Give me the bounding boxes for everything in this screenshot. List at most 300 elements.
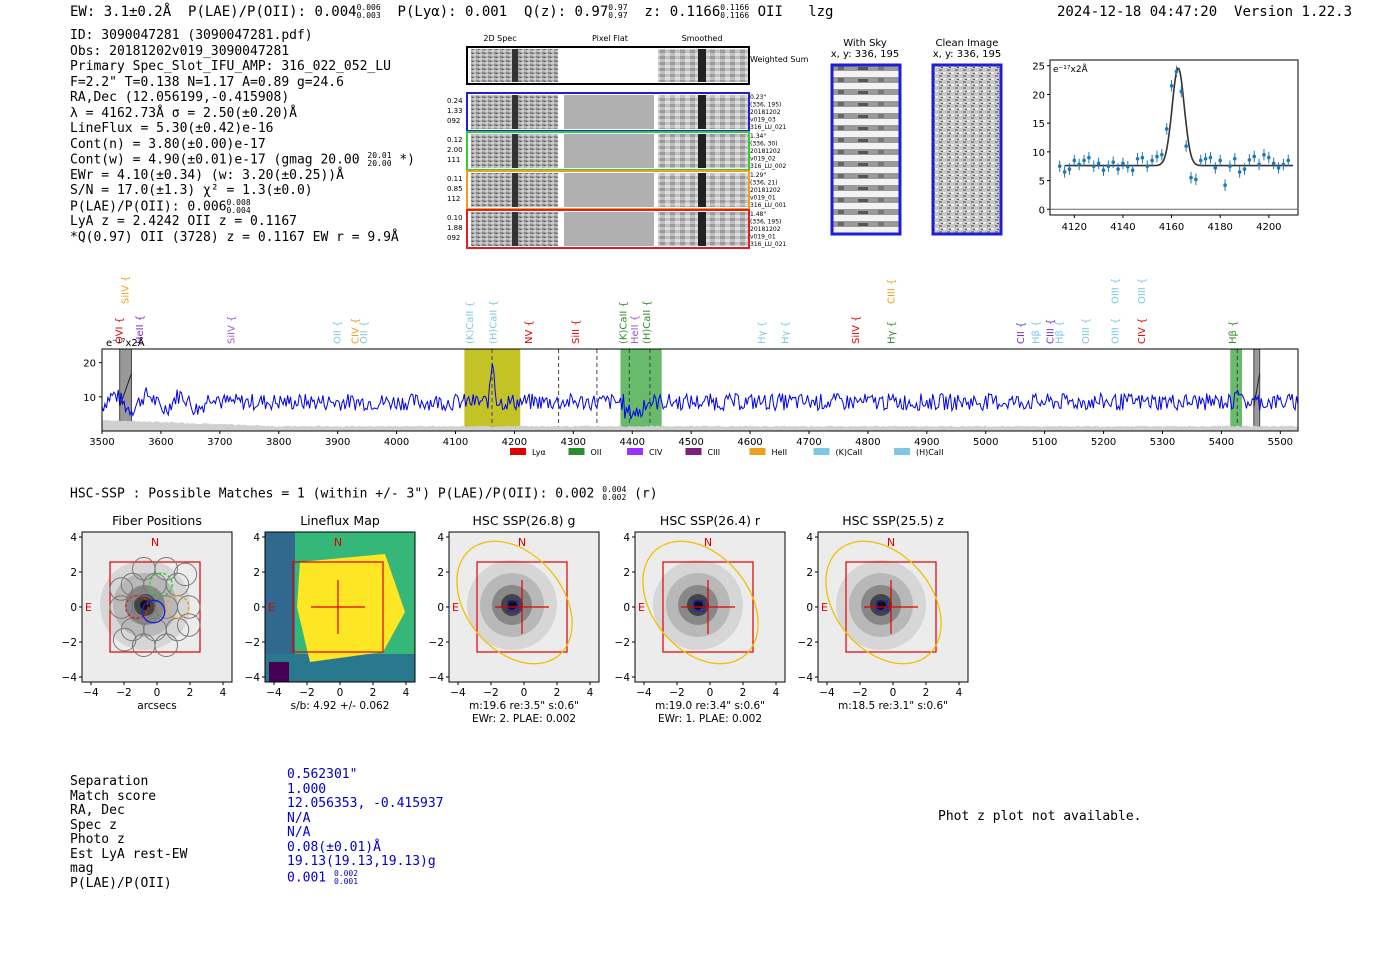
spec-ytick-label: 10 <box>83 392 96 404</box>
col-title-smoothed: Smoothed <box>681 34 723 43</box>
cutout-row-right-text: (336, 195) <box>750 101 782 109</box>
zoom-data-point <box>1155 155 1159 159</box>
cutout-row-line <box>512 134 518 168</box>
panel-xtick-label: −2 <box>299 687 315 699</box>
east-label: E <box>638 601 645 614</box>
with-sky-image <box>830 63 902 236</box>
zoom-data-point <box>1175 70 1179 74</box>
zoom-ylabel: e⁻¹⁷x2Å <box>1053 65 1088 75</box>
info-plae-row <box>70 199 415 215</box>
panel-ytick-label: 4 <box>623 532 630 544</box>
cutout-row-left-text: 092 <box>447 234 461 242</box>
zoom-data-point <box>1209 156 1213 160</box>
match-label-5: Est LyA rest-EW <box>70 846 188 862</box>
with-sky-coords: x, y: 336, 195 <box>830 49 900 60</box>
match-value-3: N/A <box>287 810 311 826</box>
spec-trace <box>102 364 1298 420</box>
spectral-line-label: SiII { <box>571 319 583 344</box>
spec-legend-swatch <box>627 448 643 455</box>
fiber-cutouts <box>440 32 809 258</box>
info-sn: S/N = 17.0(±1.3) χ² = 1.3(±0.0) <box>70 183 313 198</box>
spec-xtick-label: 5200 <box>1090 437 1117 448</box>
panel-xtick-label: 4 <box>772 687 780 699</box>
match-value-0: 0.562301" <box>287 767 358 782</box>
weighted-sum-smooth-line <box>698 49 706 82</box>
zoom-data-point <box>1184 144 1188 148</box>
panel-ytick-label: 2 <box>70 567 77 579</box>
zoom-data-point <box>1262 153 1266 157</box>
spec-legend-swatch <box>569 448 585 455</box>
zoom-data-point <box>1141 156 1145 160</box>
north-label: N <box>333 536 343 549</box>
spec-highlight-region <box>620 349 661 431</box>
hsc-header-text: HSC-SSP : Possible Matches = 1 (within +/- 3") P(LAE)/P(OII): 0.002 <box>70 486 595 502</box>
hsc-header-end: (r) <box>634 486 658 502</box>
weighted-sum-text: Weighted Sum <box>750 55 809 64</box>
cutout-row-flat <box>564 134 654 168</box>
spectral-line-label: OII { <box>332 320 344 344</box>
spec-xtick-label: 3900 <box>324 437 351 448</box>
spectral-line-label: OIII { <box>1136 277 1148 304</box>
zoom-data-point <box>1131 168 1135 172</box>
zoom-ytick-label: 15 <box>1032 119 1045 131</box>
east-label: E <box>821 601 828 614</box>
panel-caption-1: m:19.0 re:3.4" s:0.6" <box>655 700 765 712</box>
info-obs: Obs: 20181202v019_3090047281 <box>70 43 290 59</box>
panel-ytick-label: 0 <box>806 602 813 614</box>
panel-ytick-label: −2 <box>614 637 630 649</box>
panel-xtick-label: 4 <box>219 687 227 699</box>
panel-ytick-label: −2 <box>428 637 444 649</box>
cutout-row-line <box>512 212 518 246</box>
clean-image <box>931 63 1003 236</box>
zoom-data-point <box>1136 157 1140 161</box>
cutout-row-left-text: 111 <box>447 156 461 164</box>
cutout-row-flat <box>564 173 654 207</box>
spectral-line-label: CIII { <box>886 278 898 304</box>
panel-xtick-label: 0 <box>706 687 714 699</box>
cutout-row-left-text: 0.24 <box>447 97 463 105</box>
header-z: z: 0.1166 <box>644 4 721 20</box>
zoom-data-point <box>1097 162 1101 166</box>
panel-ytick-label: 0 <box>253 602 260 614</box>
zoom-data-point <box>1189 176 1193 180</box>
cutout-row-right-text: (336, 30) <box>750 140 778 148</box>
zoom-fit-chart <box>1030 55 1320 235</box>
panel-ytick-label: −2 <box>797 637 813 649</box>
spectral-line-label: Hγ { <box>756 321 768 344</box>
clean-image-coords: x, y: 336, 195 <box>932 49 1002 60</box>
panel-xtick-label: 0 <box>153 687 161 699</box>
match-values <box>287 768 444 884</box>
zoom-data-point <box>1282 163 1286 167</box>
spec-legend-label: Lyα <box>532 448 546 457</box>
info-lya-z: LyA z = 2.4242 OII z = 0.1167 <box>70 214 297 229</box>
cutout-row-right-text: 20181202 <box>750 226 781 233</box>
spectral-line-label: Hβ { <box>1228 320 1240 344</box>
info-primary: Primary Spec_Slot_IFU_AMP: 316_022_052_LU <box>70 59 391 74</box>
header-z-line: OII <box>757 4 783 20</box>
spectral-line-label: SiIV { <box>851 315 863 344</box>
hsc-header-lo: 0.002 <box>602 493 627 502</box>
cutout-row-right-text: v019_02 <box>750 155 776 163</box>
zoom-data-point <box>1243 167 1247 171</box>
east-label: E <box>452 601 459 614</box>
panel-xtick-label: −2 <box>116 687 132 699</box>
cutout-row-right-text: v019_01 <box>750 194 776 202</box>
weighted-sum-label <box>750 55 809 64</box>
panel-ytick-label: 4 <box>437 532 444 544</box>
cutout-row-right-text: v019_01 <box>750 233 776 241</box>
zoom-data-point <box>1073 159 1077 163</box>
spec-xtick-label: 4800 <box>855 437 881 448</box>
panel-xtick-label: −4 <box>636 687 652 699</box>
zoom-data-point <box>1126 165 1130 169</box>
spectral-line-label: OII { <box>359 320 371 344</box>
match-value-5: 0.08(±0.01)Å <box>287 839 381 855</box>
panel-xtick-label: 2 <box>922 687 930 699</box>
panel-ytick-label: 4 <box>70 532 77 544</box>
spec-xtick-label: 4200 <box>501 437 528 448</box>
zoom-xtick-label: 4160 <box>1158 222 1185 233</box>
imaging-panel-figure <box>613 512 783 727</box>
spec-xtick-label: 4600 <box>737 437 763 448</box>
panel-ytick-label: 0 <box>437 602 444 614</box>
spectral-line-label: NV { <box>524 320 536 344</box>
spec-legend-label: HeII <box>771 448 788 457</box>
zoom-data-point <box>1218 159 1222 163</box>
info-ewr: EWr = 4.10(±0.34) (w: 3.20(±0.25))Å <box>70 167 344 183</box>
spectral-line-label: (K)CaII { <box>465 301 477 344</box>
zoom-ytick-label: 20 <box>1032 90 1045 102</box>
match-labels <box>70 775 187 891</box>
panel-ytick-label: 4 <box>253 532 260 544</box>
spec-legend-swatch <box>750 448 766 455</box>
match-label-6: mag <box>70 861 94 876</box>
spectral-line-label: CIV { <box>1136 317 1148 344</box>
detection-info <box>70 28 415 245</box>
header-qz-hi: 0.97 <box>608 3 628 12</box>
hsc-header <box>70 486 658 502</box>
cutout-row-right-text: 316_LU_002 <box>750 163 787 170</box>
spec-legend-swatch <box>686 448 702 455</box>
cutout-row-line <box>512 173 518 207</box>
header-right <box>1057 4 1352 20</box>
spec-xtick-label: 3500 <box>89 437 115 448</box>
cutout-row-right-text: 1.48" <box>750 211 767 218</box>
spectral-line-label: CIII { <box>1045 318 1057 344</box>
with-sky-frame <box>832 65 900 234</box>
panel-ytick-label: 2 <box>437 567 444 579</box>
weighted-sum-line <box>512 49 518 82</box>
spectral-line-label: Hβ { <box>1030 320 1042 344</box>
spec-xtick-label: 5300 <box>1149 437 1176 448</box>
zoom-data-point <box>1077 163 1081 167</box>
match-label-1: Match score <box>70 788 157 804</box>
cutout-row-left-text: 0.10 <box>447 214 463 222</box>
zoom-xtick-label: 4200 <box>1256 222 1282 233</box>
north-label: N <box>886 536 896 549</box>
info-plae: P(LAE)/P(OII): 0.006 <box>70 199 227 214</box>
east-label: E <box>85 601 92 614</box>
info-fibers: F=2.2" T=0.138 N=1.17 A=0.89 g=24.6 <box>70 74 344 90</box>
header-summary <box>70 4 834 20</box>
spec-xtick-label: 4500 <box>678 437 704 448</box>
zoom-data-point <box>1214 166 1218 170</box>
match-label-0: Separation <box>70 774 149 789</box>
panel-xtick-label: 2 <box>369 687 377 699</box>
spectral-line-label: OVI { <box>114 316 126 344</box>
panel-xtick-label: −4 <box>819 687 835 699</box>
panel-ytick-label: 2 <box>253 567 260 579</box>
match-plae-lo: 0.001 <box>333 876 359 886</box>
zoom-data-point <box>1068 167 1072 171</box>
spec-legend-label: (H)CaII <box>916 448 944 457</box>
zoom-data-point <box>1111 160 1115 164</box>
spec-legend-label: CIV <box>649 448 663 457</box>
clean-image-header <box>922 38 1012 60</box>
imaging-panel <box>427 512 597 731</box>
info-contw-row <box>70 152 415 168</box>
spec-highlight-region <box>1230 349 1242 431</box>
spectral-line-label: Hγ { <box>780 321 792 344</box>
match-value-6: 19.13(19.13,19.13)g <box>287 854 436 869</box>
cutout-rows <box>447 93 787 248</box>
hsc-header-hi: 0.004 <box>602 485 627 494</box>
cutout-row-line <box>512 95 518 129</box>
spectral-line-label: SiIV { <box>226 315 238 344</box>
zoom-ytick-label: 5 <box>1038 176 1045 188</box>
spec-xtick-label: 3700 <box>207 437 233 448</box>
info-radec: RA,Dec (12.056199,-0.415908) <box>70 90 290 105</box>
match-label-2: RA, Dec <box>70 803 125 818</box>
cutout-row-right-text: 20181202 <box>750 109 781 116</box>
imaging-panel <box>796 512 966 731</box>
zoom-data-point <box>1063 170 1067 174</box>
header-qz-lo: 0.97 <box>608 11 628 20</box>
match-label-4: Photo z <box>70 832 125 847</box>
cutout-row-left-text: 0.11 <box>447 175 463 183</box>
info-lineflux: LineFlux = 5.30(±0.42)e-16 <box>70 121 274 136</box>
imaging-panel-figure <box>60 512 230 727</box>
cutout-row-smooth-line <box>698 173 706 207</box>
clean-image-title: Clean Image <box>935 38 999 49</box>
lineflux-map-low <box>269 662 289 682</box>
zoom-xtick-label: 4120 <box>1061 222 1088 233</box>
zoom-data-point <box>1082 159 1086 163</box>
zoom-data-point <box>1248 158 1252 162</box>
spec-legend-label: (K)CaII <box>835 448 863 457</box>
match-plae-hi: 0.002 <box>333 868 359 878</box>
zoom-data-point <box>1160 153 1164 157</box>
panel-ytick-label: 4 <box>806 532 813 544</box>
spectral-line-label: (H)CaII { <box>488 300 500 344</box>
spec-legend-swatch <box>814 448 830 455</box>
cutout-row-flat <box>564 95 654 129</box>
zoom-ytick-label: 10 <box>1032 147 1045 159</box>
match-value-1: 1.000 <box>287 781 327 797</box>
match-value-2: 12.056353, -0.415937 <box>287 796 444 811</box>
cutout-row-left-text: 1.88 <box>447 224 463 232</box>
info-id: ID: 3090047281 (3090047281.pdf) <box>70 28 313 43</box>
zoom-data-point <box>1087 156 1091 160</box>
spec-xtick-label: 5500 <box>1267 437 1294 448</box>
zoom-data-point <box>1286 159 1290 163</box>
north-label: N <box>150 536 160 549</box>
zoom-data-point <box>1179 90 1183 94</box>
zoom-data-point <box>1228 164 1232 168</box>
zoom-data-point <box>1165 127 1169 131</box>
panel-ytick-label: −4 <box>797 672 813 684</box>
zoom-data-point <box>1223 183 1227 187</box>
match-label-3: Spec z <box>70 817 117 833</box>
panel-ytick-label: −4 <box>428 672 444 684</box>
header-plae-hi: 0.006 <box>356 3 381 12</box>
cutout-row-flat <box>564 212 654 246</box>
header-tag: lzg <box>808 4 834 20</box>
spec-xtick-label: 5400 <box>1208 437 1235 448</box>
panel-ytick-label: 2 <box>623 567 630 579</box>
north-label: N <box>703 536 713 549</box>
zoom-data-point <box>1257 163 1261 167</box>
header-plae-lo: 0.003 <box>356 11 381 20</box>
info-plae-lo: 0.004 <box>226 205 251 215</box>
spectral-line-label: OIII { <box>1110 277 1122 304</box>
panel-caption-1: m:18.5 re:3.1" s:0.6" <box>838 700 948 712</box>
panel-ytick-label: −4 <box>244 672 260 684</box>
zoom-ytick-label: 25 <box>1032 61 1045 73</box>
spec-highlight-region <box>464 349 520 431</box>
cutout-row-right-text: 0.23" <box>750 94 767 101</box>
cutout-row-right-text: 1.29" <box>750 172 767 179</box>
header-version: Version 1.22.3 <box>1234 4 1353 20</box>
info-plae-hi: 0.008 <box>226 197 251 207</box>
with-sky-header <box>820 38 910 60</box>
spec-xtick-label: 4900 <box>914 437 940 448</box>
panel-xtick-label: 4 <box>402 687 410 699</box>
full-spectrum-chart <box>60 333 1320 463</box>
north-label: N <box>517 536 527 549</box>
cutout-row-left-text: 2.00 <box>447 146 463 154</box>
panel-xtick-label: −2 <box>669 687 685 699</box>
imaging-panel <box>243 512 413 731</box>
with-sky-title: With Sky <box>843 38 887 49</box>
panel-xtick-label: −4 <box>266 687 282 699</box>
panel-ytick-label: −2 <box>61 637 77 649</box>
cutout-row-right-text: 20181202 <box>750 187 781 194</box>
panel-xtick-label: 0 <box>336 687 344 699</box>
zoom-data-point <box>1102 168 1106 172</box>
panel-ytick-label: −2 <box>244 637 260 649</box>
header-plae: P(LAE)/P(OII): 0.004 <box>188 4 357 20</box>
spectral-line-label: Hγ { <box>886 321 898 344</box>
cutout-row-right-text: 316_LU_021 <box>750 241 787 248</box>
panel-ytick-label: 0 <box>623 602 630 614</box>
panel-xtick-label: 0 <box>889 687 897 699</box>
zoom-data-point <box>1272 162 1276 166</box>
clean-image-frame <box>933 65 1001 234</box>
cutout-row-right-text: v019_03 <box>750 116 776 124</box>
zoom-data-point <box>1238 170 1242 174</box>
cutout-row-left-text: 0.12 <box>447 136 463 144</box>
panel-xtick-label: −4 <box>83 687 99 699</box>
zoom-data-point <box>1092 164 1096 168</box>
spec-legend-swatch <box>510 448 526 455</box>
panel-caption-2: EWr: 2. PLAE: 0.002 <box>471 713 577 725</box>
panel-caption-1: m:19.6 re:3.5" s:0.6" <box>469 700 579 712</box>
zoom-data-point <box>1277 166 1281 170</box>
panel-xtick-label: 2 <box>553 687 561 699</box>
spec-xtick-label: 5100 <box>1031 437 1058 448</box>
spec-sky-noise <box>102 420 1298 431</box>
imaging-panel <box>613 512 783 731</box>
zoom-data-point <box>1267 156 1271 160</box>
zoom-xtick-label: 4180 <box>1207 222 1233 233</box>
panel-ytick-label: −4 <box>61 672 77 684</box>
panel-xtick-label: 4 <box>955 687 963 699</box>
cutout-row-right-text: (336, 21) <box>750 179 778 187</box>
spec-ytick-label: 20 <box>83 358 96 370</box>
panel-xtick-label: −2 <box>483 687 499 699</box>
panel-xtick-label: −4 <box>450 687 466 699</box>
cutout-row-right-text: 316_LU_001 <box>750 202 787 209</box>
header-z-hi: 0.1166 <box>720 3 750 12</box>
header-qz: Q(z): 0.97 <box>523 4 609 20</box>
zoom-ytick-label: 0 <box>1038 205 1045 217</box>
spec-xtick-label: 4000 <box>383 437 410 448</box>
panel-title: Fiber Positions <box>112 513 202 528</box>
match-value-4: N/A <box>287 825 311 840</box>
spec-legend-label: OII <box>590 448 602 457</box>
zoom-data-point <box>1121 162 1125 166</box>
panel-caption-1: arcsecs <box>137 700 177 712</box>
zoom-data-point <box>1107 164 1111 168</box>
zoom-fit-curve <box>1065 68 1294 165</box>
spectral-line-label: HeII { <box>630 314 642 344</box>
imaging-panel-figure <box>243 512 413 727</box>
spec-xtick-label: 4100 <box>442 437 469 448</box>
panel-title: HSC SSP(26.4) r <box>659 513 761 528</box>
panel-caption-2: EWr: 1. PLAE: 0.002 <box>657 713 763 725</box>
spec-ylabel: e⁻¹⁷x2Å <box>106 338 145 349</box>
panel-title: HSC SSP(26.8) g <box>472 513 576 528</box>
spectral-line-label: SiIV { <box>120 275 132 304</box>
spectral-line-label: CII { <box>1016 321 1028 344</box>
spectral-line-label: OIII { <box>1080 317 1092 344</box>
cutout-row-smooth-line <box>698 95 706 129</box>
cutout-row-right-text: (336, 195) <box>750 218 782 226</box>
zoom-data-point <box>1233 157 1237 161</box>
cutout-row-left-text: 092 <box>447 117 461 125</box>
zoom-xtick-label: 4140 <box>1110 222 1136 233</box>
col-title-pixel-flat: Pixel Flat <box>592 34 628 43</box>
col-title-2d-spec: 2D Spec <box>483 34 517 43</box>
spec-xtick-label: 4700 <box>796 437 822 448</box>
spec-xtick-label: 4400 <box>619 437 645 448</box>
header-plya: P(Lyα): 0.001 <box>397 4 508 20</box>
spec-xtick-label: 3600 <box>148 437 174 448</box>
spectral-line-label: (H)CaII { <box>641 300 653 344</box>
header-z-lo: 0.1166 <box>720 11 750 20</box>
spec-xtick-label: 4300 <box>560 437 587 448</box>
spectral-line-label: Hβ { <box>1054 320 1066 344</box>
cutout-row-left-text: 0.85 <box>447 185 463 193</box>
cutout-row-left-text: 112 <box>447 195 461 203</box>
zoom-data-point <box>1199 159 1203 163</box>
zoom-data-point <box>1116 167 1120 171</box>
imaging-panel <box>60 512 230 731</box>
panel-title: HSC SSP(25.5) z <box>842 513 944 528</box>
